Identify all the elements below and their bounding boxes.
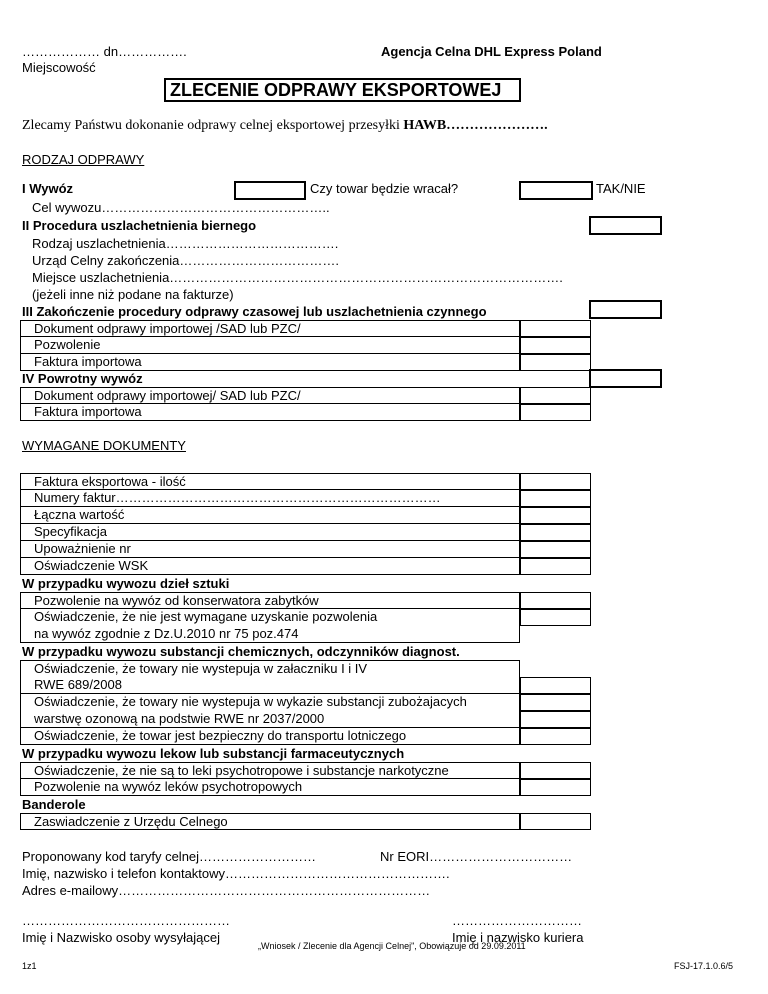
sender-signature-label: Imię i Nazwisko osoby wysyłającej [22,930,220,945]
list-item: Faktura importowa [20,404,520,421]
form-note: „Wniosek / Zlecenie dla Agencji Celnej", Obowiązuje od 29.09.2011 [258,941,526,951]
email-field[interactable]: Adres e-mailowy……………………………………………………………… [22,883,431,898]
agency-name: Agencja Celna DHL Express Poland [381,44,602,59]
chem-heading: W przypadku wywozu substancji chemicznych, odczynników diagnost. [22,644,460,659]
list-item: Oświadczenie, że nie są to leki psychotropowe i substancje narkotyczne [20,762,520,779]
proc3-checkbox[interactable] [589,300,662,319]
form-code: FSJ-17.1.0.6/5 [674,961,734,971]
export-checkbox[interactable] [234,181,306,200]
list-item: Faktura eksportowa - ilość [20,473,520,490]
item-checkbox[interactable] [520,354,591,371]
item-checkbox[interactable] [520,387,591,404]
return-question: Czy towar będzie wracał? [310,181,459,196]
proc4-checkbox[interactable] [589,369,662,388]
contact-field[interactable]: Imię, nazwisko i telefon kontaktowy……………………………………………. [22,866,450,881]
section-heading-required-docs: WYMAGANE DOKUMENTY [22,438,186,453]
proc2-item[interactable]: Rodzaj uszlachetnienia…………………………………. [32,236,339,251]
list-item: Łączna wartość [20,507,520,524]
proc2-item[interactable]: Miejsce uszlachetnienia………………………………………………………………………………. [32,270,563,285]
proc2-item[interactable]: Urząd Celny zakończenia………………………………. [32,253,340,268]
item-checkbox[interactable] [520,507,591,524]
item-checkbox[interactable] [520,404,591,421]
intro-text: Zlecamy Państwu dokonanie odprawy celnej eksportowej przesyłki HAWB…………………. [22,118,548,133]
drug-heading: W przypadku wywozu lekow lub substancji farmaceutycznych [22,746,405,761]
list-item: warstwę ozonową na podstwie RWE nr 2037/2000 [20,711,520,728]
art-heading: W przypadku wywozu dzieł sztuki [22,576,230,591]
item-checkbox[interactable] [520,677,591,694]
item-checkbox[interactable] [520,609,591,626]
item-checkbox[interactable] [520,541,591,558]
proc3-heading: III Zakończenie procedury odprawy czasowej lub uszlachetnienia czynnego [22,304,487,319]
courier-signature-label: Imię i nazwisko kuriera [452,930,584,945]
page-title: ZLECENIE ODPRAWY EKSPORTOWEJ [170,80,502,100]
list-item: Oświadczenie, że nie jest wymagane uzyskanie pozwolenia [20,609,520,626]
item-checkbox[interactable] [520,779,591,796]
place-label: Miejscowość [22,60,96,75]
proc2-checkbox[interactable] [589,216,662,235]
title-box [164,78,521,102]
list-item: Pozwolenie na wywóz od konserwatora zabytków [20,592,520,609]
list-item: Oświadczenie, że towar jest bezpieczny do transportu lotniczego [20,728,520,745]
proc2-note: (jeżeli inne niż podane na fakturze) [32,287,234,302]
courier-signature-line[interactable]: ………………………… [452,913,582,928]
list-item: na wywóz zgodnie z Dz.U.2010 nr 75 poz.474 [20,626,520,643]
item-checkbox[interactable] [520,524,591,541]
item-checkbox[interactable] [520,813,591,830]
list-item: Upoważnienie nr [20,541,520,558]
purpose-field[interactable]: Cel wywozu…………………………………………….. [32,200,330,215]
item-checkbox[interactable] [520,473,591,490]
list-item: Pozwolenie na wywóz leków psychotropowych [20,779,520,796]
list-item[interactable]: Numery faktur………………………………………………………………… [20,490,520,507]
item-checkbox[interactable] [520,337,591,354]
proc4-heading: IV Powrotny wywóz [22,371,143,386]
export-label: I Wywóz [22,181,74,196]
list-item: Pozwolenie [20,337,520,354]
item-checkbox[interactable] [520,592,591,609]
list-item: Oświadczenie, że towary nie wystepuja w załaczniku I i IV [20,660,520,677]
item-checkbox[interactable] [520,320,591,337]
band-heading: Banderole [22,797,86,812]
return-checkbox[interactable] [519,181,593,200]
item-checkbox[interactable] [520,762,591,779]
list-item: Dokument odprawy importowej/ SAD lub PZC/ [20,387,520,404]
page-number: 1z1 [22,961,37,971]
item-checkbox[interactable] [520,694,591,711]
list-item: Oświadczenie, że towary nie wystepuja w wykazie substancji zubożajacych [20,694,520,711]
item-checkbox[interactable] [520,558,591,575]
eori-field[interactable]: Nr EORI…………………………… [380,849,573,864]
date-line[interactable]: ……………… dn……………. [22,44,187,59]
item-checkbox[interactable] [520,711,591,728]
proc2-heading: II Procedura uszlachetnienia biernego [22,218,257,233]
list-item: Specyfikacja [20,524,520,541]
hawb-field[interactable]: HAWB…………………. [403,118,548,133]
list-item: Dokument odprawy importowej /SAD lub PZC/ [20,320,520,337]
list-item: Oświadczenie WSK [20,558,520,575]
yes-no-label: TAK/NIE [596,181,646,196]
sender-signature-line[interactable]: ………………………………………… [22,913,230,928]
list-item: Faktura importowa [20,354,520,371]
tariff-code-field[interactable]: Proponowany kod taryfy celnej……………………… [22,849,317,864]
section-heading-clearance-type: RODZAJ ODPRAWY [22,152,145,167]
list-item: RWE 689/2008 [20,677,520,694]
item-checkbox[interactable] [520,490,591,507]
item-checkbox[interactable] [520,728,591,745]
list-item: Zaswiadczenie z Urzędu Celnego [20,813,520,830]
